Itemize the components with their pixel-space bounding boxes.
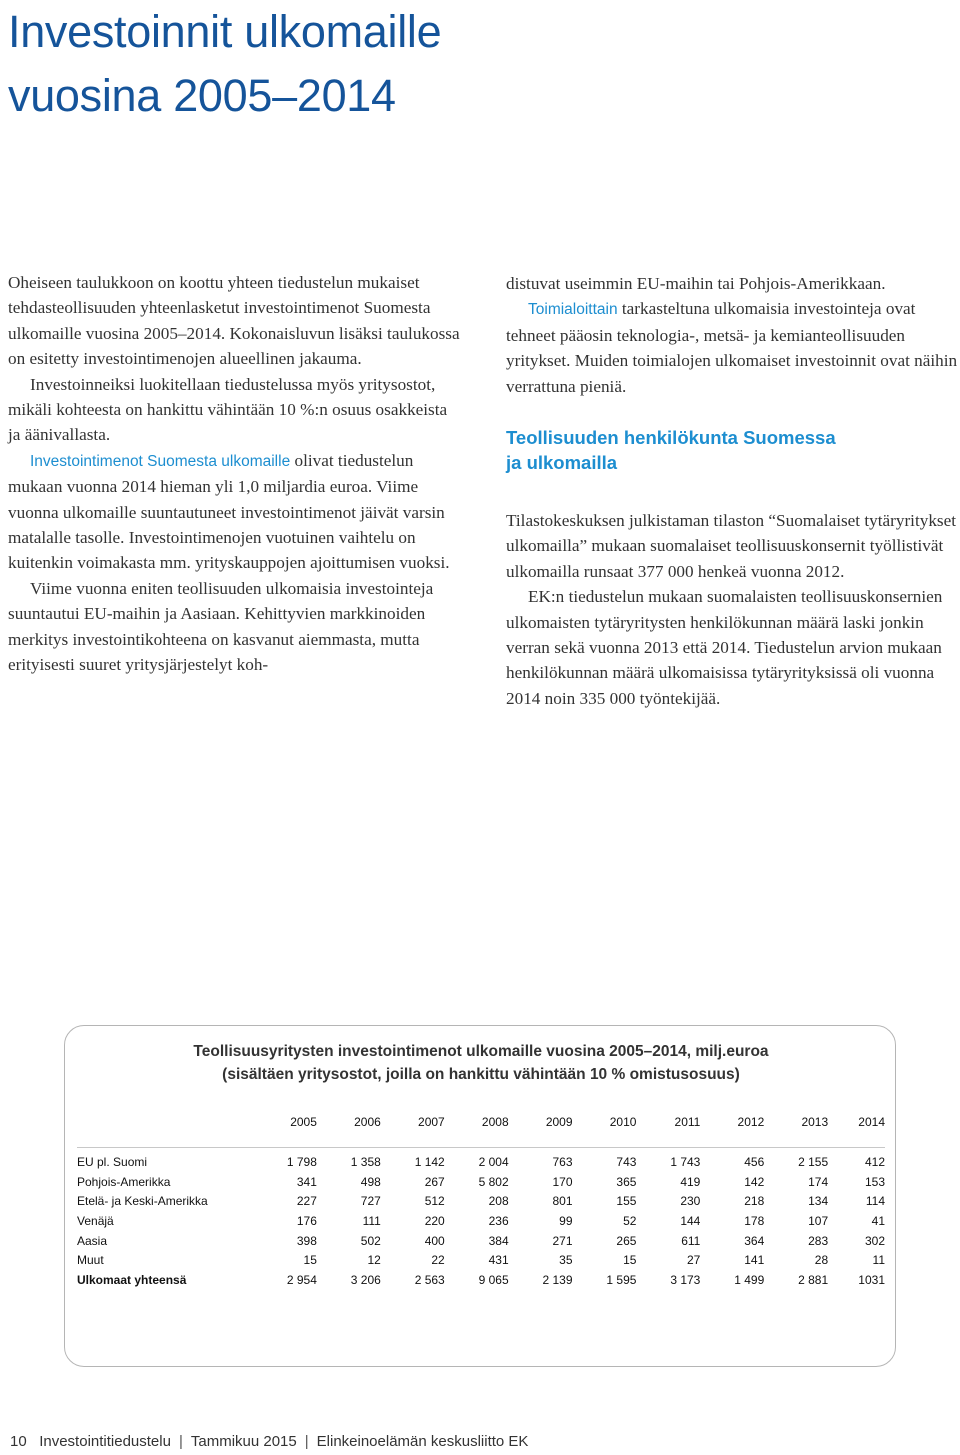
year-header: 2006 — [354, 1115, 381, 1129]
value-cell: 5 802 — [478, 1174, 509, 1189]
table-caption — [65, 1040, 897, 1086]
investment-table-box — [64, 1025, 896, 1367]
total-value-cell: 1 595 — [606, 1272, 637, 1287]
regions-continued: distuvat useimmin EU-maihin tai Pohjois-Amerikkaan. — [506, 274, 886, 293]
value-cell: 2 155 — [798, 1154, 829, 1169]
page-number: 10 — [10, 1433, 27, 1450]
value-cell: 176 — [296, 1213, 317, 1228]
year-header: 2014 — [858, 1115, 885, 1129]
value-cell: 384 — [488, 1233, 509, 1248]
year-header: 2011 — [674, 1115, 701, 1129]
value-cell: 28 — [814, 1253, 829, 1268]
value-cell: 611 — [681, 1233, 701, 1248]
value-cell: 456 — [744, 1154, 765, 1169]
value-cell: 142 — [744, 1174, 765, 1189]
table-row — [77, 1172, 885, 1192]
value-cell: 265 — [616, 1233, 637, 1248]
table-total-row — [77, 1270, 885, 1290]
value-cell: 227 — [296, 1194, 317, 1209]
value-cell: 267 — [424, 1174, 445, 1189]
total-value-cell: 2 881 — [798, 1272, 829, 1287]
value-cell: 111 — [362, 1213, 381, 1228]
total-value-cell: 2 563 — [414, 1272, 445, 1287]
value-cell: 27 — [686, 1253, 701, 1268]
table-caption-line2: (sisältäen yritysostot, joilla on hankittu vähintään 10 % omistusosuus) — [222, 1066, 740, 1083]
value-cell: 144 — [680, 1213, 701, 1228]
value-cell: 743 — [616, 1154, 637, 1169]
value-cell: 22 — [431, 1253, 445, 1268]
personnel-heading-line1: Teollisuuden henkilökunta Suomessa — [506, 427, 836, 449]
table-row — [77, 1152, 885, 1172]
personnel-heading-line2: ja ulkomailla — [506, 452, 618, 474]
total-value-cell: 3 206 — [350, 1272, 381, 1287]
value-cell: 35 — [559, 1253, 573, 1268]
value-cell: 1 142 — [414, 1154, 445, 1169]
value-cell: 178 — [744, 1213, 765, 1228]
region-label: Aasia — [77, 1233, 108, 1248]
investment-paragraph — [8, 448, 460, 576]
table-row — [77, 1191, 885, 1211]
investment-text: olivat tiedustelun mukaan vuonna 2014 hieman yli 1,0 miljardia euroa. Viime vuonna ulkomaille suuntautuneet investointimenot jäivät varsin matalalle tasolle. Investointimenojen vuotuinen vaihtelu on kuitenkin voimakasta mm. yrityskauppojen ajoittumisen vuoksi. — [8, 450, 450, 573]
value-cell: 1 358 — [350, 1154, 381, 1169]
table-header-row — [77, 1111, 885, 1133]
total-value-cell: 1 499 — [734, 1272, 765, 1287]
value-cell: 153 — [864, 1174, 885, 1189]
value-cell: 341 — [296, 1174, 317, 1189]
value-cell: 141 — [744, 1253, 765, 1268]
value-cell: 12 — [367, 1253, 381, 1268]
value-cell: 15 — [303, 1253, 317, 1268]
personnel-heading — [506, 425, 958, 475]
value-cell: 498 — [360, 1174, 381, 1189]
industries-highlight: Toimialoittain — [528, 301, 618, 319]
value-cell: 727 — [360, 1194, 381, 1209]
value-cell: 208 — [488, 1194, 509, 1209]
value-cell: 502 — [360, 1233, 381, 1248]
value-cell: 364 — [744, 1233, 765, 1248]
survey-paragraph: EK:n tiedustelun mukaan suomalaisten teollisuuskonsernien ulkomaisten tytäryritysten henkilökunnan määrä laski jonkin verran sekä vuonna 2013 että 2014. Tiedustelun arvion mukaan henkilökunnan määrä ulkomaisissa tytäryrityksissä oli vuonna 2014 noin 335 000 työntekijää. — [506, 587, 943, 708]
industries-text: tarkasteltuna ulkomaisia investointeja ovat tehneet pääosin teknologia-, metsä- ja kemianteollisuuden yritykset. Muiden toimialojen ulkomaiset investoinnit ovat näihin verrattuna pieniä. — [506, 299, 958, 396]
value-cell: 220 — [424, 1213, 445, 1228]
total-value-cell: 1031 — [858, 1272, 885, 1287]
header-label-cell — [77, 1111, 253, 1133]
value-cell: 52 — [623, 1213, 637, 1228]
value-cell: 419 — [680, 1174, 701, 1189]
intro-paragraph: Oheiseen taulukkoon on koottu yhteen tiedustelun mukaiset tehdasteollisuuden yhteenlasketut investointimenot Suomesta ulkomaille vuosina 2005–2014. Kokonaisluvun lisäksi taulukossa on esitetty investointimenojen alueellinen jakauma. — [8, 273, 460, 369]
value-cell: 2 004 — [478, 1154, 509, 1169]
table-row — [77, 1211, 885, 1231]
region-label: EU pl. Suomi — [77, 1154, 148, 1169]
value-cell: 155 — [616, 1194, 637, 1209]
total-label: Ulkomaat yhteensä — [77, 1272, 187, 1287]
regions-paragraph: Viime vuonna eniten teollisuuden ulkomaisia investointeja suuntautui EU-maihin ja Aasiaan. Kehittyvien markkinoiden merkitys investointikohteena on kasvanut aiemmasta, mutta erityisesti suuret yritysjärjestelyt koh- — [8, 578, 434, 675]
region-label: Pohjois-Amerikka — [77, 1174, 171, 1189]
value-cell: 134 — [808, 1194, 829, 1209]
value-cell: 174 — [808, 1174, 829, 1189]
statistics-paragraph: Tilastokeskuksen julkistaman tilaston “Suomalaiset tytäryritykset ulkomailla” mukaan suomalaiset teollisuuskonsernit työllistivät ulkomailla runsaat 377 000 henkeä vuonna 2012. — [506, 511, 957, 581]
publication-name: Investointitiedustelu — [39, 1433, 171, 1450]
region-label: Etelä- ja Keski-Amerikka — [77, 1194, 208, 1209]
publisher-name: Elinkeinoelämän keskusliitto EK — [316, 1433, 529, 1450]
page-title — [8, 0, 441, 128]
year-header: 2007 — [418, 1115, 445, 1129]
value-cell: 230 — [680, 1194, 701, 1209]
total-value-cell: 2 139 — [542, 1272, 573, 1287]
value-cell: 236 — [488, 1213, 509, 1228]
value-cell: 170 — [552, 1174, 573, 1189]
value-cell: 114 — [865, 1194, 885, 1209]
value-cell: 11 — [872, 1253, 885, 1268]
investment-highlight: Investointimenot Suomesta ulkomaille — [30, 452, 291, 470]
page-footer — [10, 1433, 528, 1450]
page-title-line2: vuosina 2005–2014 — [8, 70, 396, 121]
value-cell: 1 743 — [670, 1154, 701, 1169]
value-cell: 283 — [808, 1233, 829, 1248]
table-row — [77, 1231, 885, 1251]
year-header: 2013 — [801, 1115, 829, 1129]
value-cell: 365 — [616, 1174, 637, 1189]
value-cell: 107 — [808, 1213, 829, 1228]
publication-date: Tammikuu 2015 — [190, 1433, 297, 1450]
right-column — [506, 271, 958, 711]
year-header: 2010 — [609, 1115, 637, 1129]
year-header: 2005 — [290, 1115, 317, 1129]
value-cell: 400 — [424, 1233, 445, 1248]
year-header: 2009 — [545, 1115, 573, 1129]
value-cell: 218 — [744, 1194, 765, 1209]
value-cell: 398 — [296, 1233, 317, 1248]
left-column — [8, 270, 460, 678]
value-cell: 801 — [552, 1194, 573, 1209]
total-value-cell: 3 173 — [670, 1272, 701, 1287]
value-cell: 99 — [559, 1213, 573, 1228]
value-cell: 1 798 — [286, 1154, 317, 1169]
footer-divider: | — [178, 1433, 183, 1450]
definition-paragraph: Investoinneiksi luokitellaan tiedustelussa myös yritysostot, mikäli kohteesta on hankittu vähintään 10 %:n osuus osakkeista ja äänivallasta. — [8, 374, 448, 445]
table-caption-line1: Teollisuusyritysten investointimenot ulkomaille vuosina 2005–2014, milj.euroa — [193, 1043, 769, 1060]
table-row — [77, 1250, 885, 1270]
year-header: 2012 — [737, 1115, 765, 1129]
region-label: Muut — [77, 1253, 104, 1268]
value-cell: 763 — [552, 1154, 573, 1169]
investment-table — [77, 1111, 885, 1290]
value-cell: 302 — [864, 1233, 885, 1248]
total-value-cell: 9 065 — [478, 1272, 509, 1287]
region-label: Venäjä — [77, 1213, 114, 1228]
value-cell: 41 — [871, 1213, 885, 1228]
value-cell: 15 — [623, 1253, 637, 1268]
value-cell: 512 — [424, 1194, 445, 1209]
year-header: 2008 — [481, 1115, 509, 1129]
industries-paragraph — [506, 296, 958, 399]
footer-divider: | — [304, 1433, 309, 1450]
value-cell: 271 — [552, 1233, 573, 1248]
value-cell: 412 — [864, 1154, 885, 1169]
total-value-cell: 2 954 — [286, 1272, 317, 1287]
page-title-line1: Investoinnit ulkomaille — [8, 6, 442, 57]
value-cell: 431 — [488, 1253, 509, 1268]
